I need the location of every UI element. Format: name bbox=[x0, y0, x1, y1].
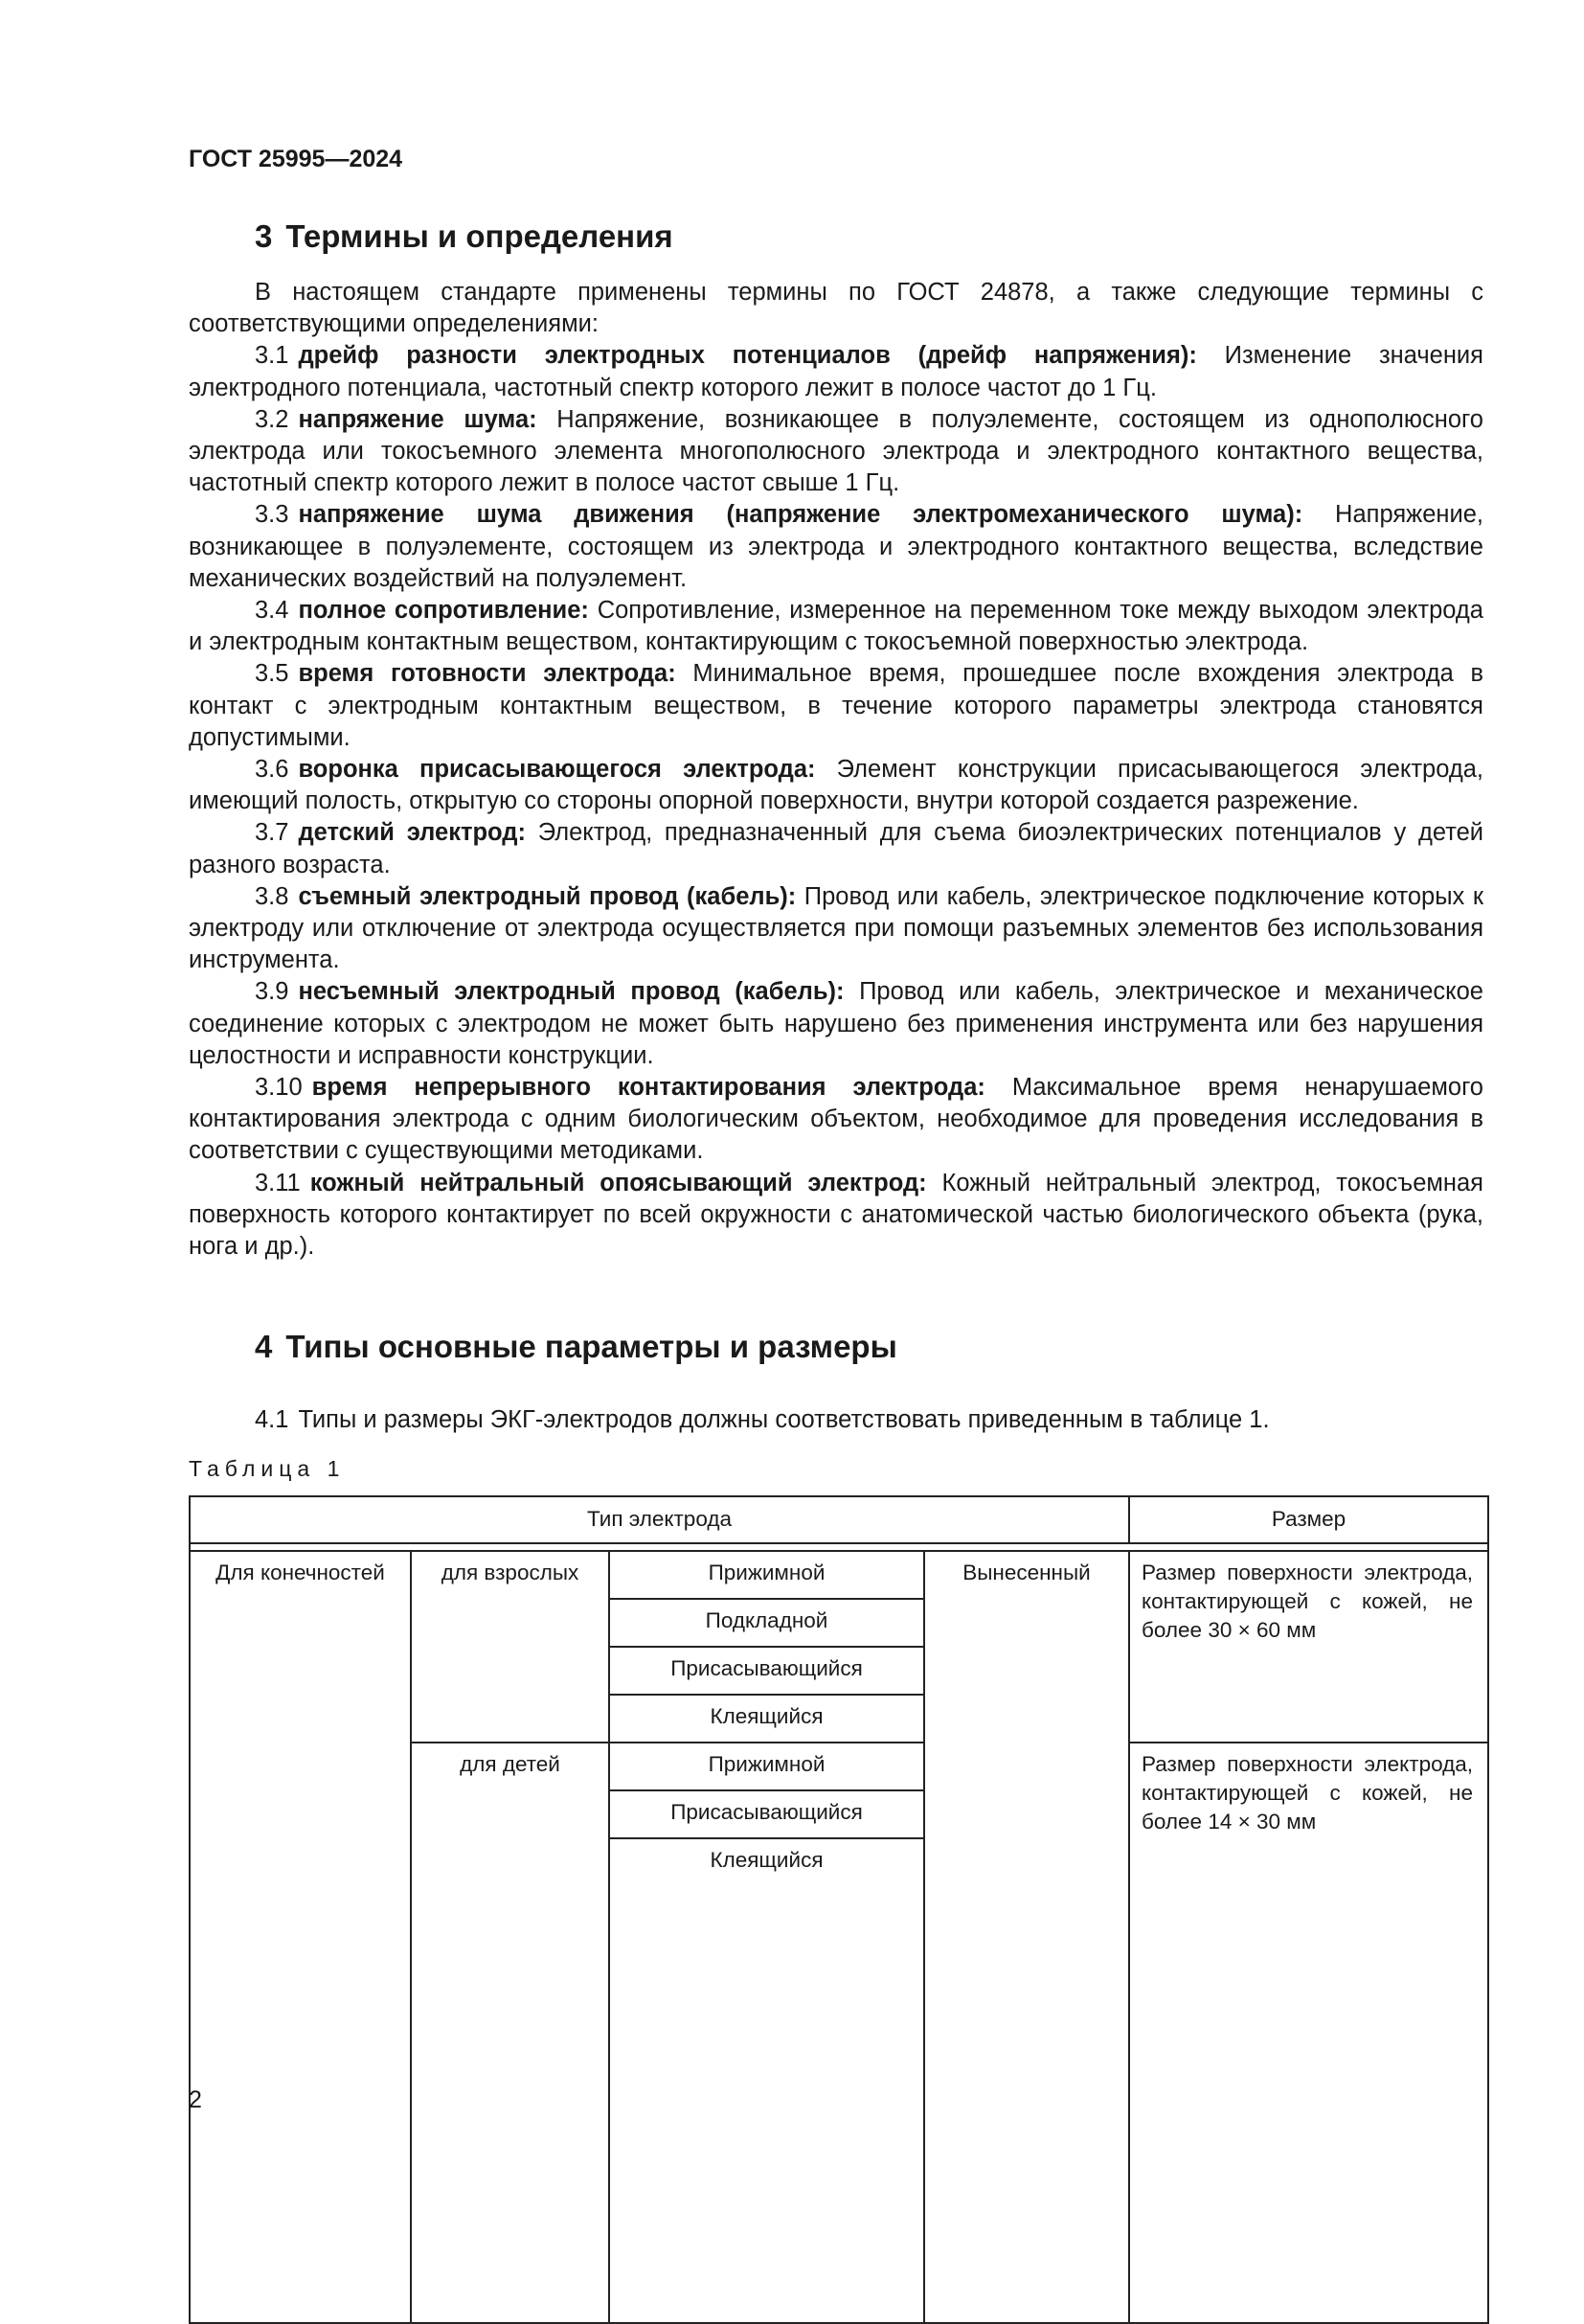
term-name: напряжение шума движения (напряжение электромеханического шума): bbox=[298, 501, 1303, 529]
electrode-type-cell: Прижимной bbox=[708, 1752, 826, 1776]
electrode-type-cell: Клеящийся bbox=[710, 1704, 824, 1728]
child-size-cell: Размер поверхности электрода, контактирующей с кожей, не более 14 × 30 мм bbox=[1142, 1752, 1473, 1834]
term-definition: Элемент конструкции присасывающегося электрода, имеющий полость, открытую со стороны опорной поверхности, внутри которой создается разрежение. bbox=[189, 756, 1483, 815]
section-title: Термины и определения bbox=[285, 218, 673, 254]
paragraph-number: 4.1 bbox=[255, 1406, 289, 1433]
term-name: время готовности электрода: bbox=[298, 660, 676, 688]
term-item bbox=[189, 817, 1483, 880]
term-item bbox=[189, 1168, 1483, 1264]
term-definition: Электрод, предназначенный для съема биоэлектрических потенциалов у детей разного возраста. bbox=[189, 819, 1484, 878]
term-number: 3.3 bbox=[255, 501, 289, 529]
term-item bbox=[189, 340, 1483, 403]
term-number: 3.5 bbox=[255, 660, 289, 688]
term-name: съемный электродный провод (кабель): bbox=[298, 882, 797, 910]
section-4-heading bbox=[255, 1329, 897, 1365]
adult-size-cell: Размер поверхности электрода, контактирующей с кожей, не более 30 × 60 мм bbox=[1142, 1561, 1473, 1642]
term-definition: Максимальное время ненарушаемого контактирования электрода с одним биологическим объектом, необходимое для проведения исследования в соответствии с существующими методиками. bbox=[189, 1074, 1483, 1165]
electrode-type-cell: Подкладной bbox=[705, 1608, 828, 1632]
section-4-paragraph bbox=[255, 1404, 1270, 1436]
page-number: 2 bbox=[189, 2086, 202, 2113]
term-item bbox=[189, 881, 1483, 977]
term-number: 3.10 bbox=[255, 1074, 303, 1102]
term-item bbox=[189, 1072, 1483, 1168]
term-number: 3.1 bbox=[255, 342, 289, 370]
term-name: кожный нейтральный опоясывающий электрод: bbox=[309, 1169, 927, 1196]
terms-list bbox=[189, 277, 1483, 1263]
term-name: полное сопротивление: bbox=[298, 597, 589, 625]
section-number: 3 bbox=[255, 218, 273, 254]
category-cell: Для конечностей bbox=[215, 1561, 385, 1584]
paragraph-text: Типы и размеры ЭКГ-электродов должны соответствовать приведенным в таблице 1. bbox=[298, 1406, 1270, 1433]
term-definition: Минимальное время, прошедшее после вхождения электрода в контакт с электродным контактным веществом, в течение которого параметры электрода становятся допустимыми. bbox=[189, 660, 1483, 751]
term-definition: Изменение значения электродного потенциала, частотный спектр которого лежит в полосе частот до 1 Гц. bbox=[189, 342, 1483, 401]
term-definition: Напряжение, возникающее в полуэлементе, состоящем из однополюсного электрода или токосъемного элемента многополюсного электрода и электродного контактного вещества, частотный спектр которого лежит в полосе частот свыше 1 Гц. bbox=[189, 405, 1483, 497]
term-item bbox=[189, 499, 1483, 595]
term-number: 3.4 bbox=[255, 597, 289, 625]
term-name: воронка присасывающегося электрода: bbox=[298, 756, 816, 784]
term-number: 3.11 bbox=[255, 1169, 301, 1196]
placement-cell: Вынесенный bbox=[962, 1561, 1091, 1584]
term-number: 3.7 bbox=[255, 819, 289, 847]
adults-cell: для взрослых bbox=[441, 1561, 579, 1584]
section-intro: В настоящем стандарте применены термины по ГОСТ 24878, а также следующие термины с соответствующими определениями: bbox=[189, 279, 1483, 338]
electrode-types-table bbox=[189, 1495, 1489, 2324]
term-number: 3.2 bbox=[255, 405, 289, 433]
header-size: Размер bbox=[1271, 1507, 1346, 1531]
term-name: дрейф разности электродных потенциалов (дрейф напряжения): bbox=[298, 342, 1197, 370]
term-item bbox=[189, 595, 1483, 658]
term-definition: Сопротивление, измеренное на переменном токе между выходом электрода и электродным контактным веществом, контактирующим с токосъемной поверхностью электрода. bbox=[189, 597, 1483, 656]
electrode-type-cell: Присасывающийся bbox=[670, 1800, 863, 1824]
term-item bbox=[189, 658, 1483, 754]
table-caption: Таблица 1 bbox=[189, 1456, 346, 1481]
term-name: напряжение шума: bbox=[298, 405, 537, 433]
term-name: детский электрод: bbox=[298, 819, 526, 847]
section-title: Типы основные параметры и размеры bbox=[285, 1329, 897, 1364]
term-definition: Кожный нейтральный электрод, токосъемная поверхность которого контактирует по всей окружности с анатомической частью биологического объекта (рука, нога и др.). bbox=[189, 1169, 1483, 1261]
term-number: 3.8 bbox=[255, 882, 289, 910]
document-code: ГОСТ 25995—2024 bbox=[189, 146, 403, 172]
term-definition: Провод или кабель, электрическое и механическое соединение которых с электродом не может быть нарушено без применения инструмента или без нарушения целостности и исправности конструкции. bbox=[189, 978, 1483, 1069]
term-name: несъемный электродный провод (кабель): bbox=[298, 978, 845, 1006]
term-item bbox=[189, 976, 1483, 1072]
electrode-type-cell: Клеящийся bbox=[710, 1848, 824, 1872]
term-name: время непрерывного контактирования электрода: bbox=[311, 1074, 985, 1102]
children-cell: для детей bbox=[460, 1752, 560, 1776]
term-number: 3.9 bbox=[255, 978, 289, 1006]
term-definition: Провод или кабель, электрическое подключение которых к электроду или отключение от электрода осуществляется при помощи разъемных элементов без использования инструмента. bbox=[189, 882, 1483, 974]
electrode-type-cell: Присасывающийся bbox=[670, 1656, 863, 1680]
header-type: Тип электрода bbox=[587, 1507, 732, 1531]
term-number: 3.6 bbox=[255, 756, 289, 784]
electrode-type-cell: Прижимной bbox=[708, 1561, 826, 1584]
term-item bbox=[189, 754, 1483, 817]
term-definition: Напряжение, возникающее в полуэлементе, состоящем из электрода и электродного контактного вещества, вследствие механических воздействий на полуэлемент. bbox=[189, 501, 1483, 592]
section-number: 4 bbox=[255, 1329, 273, 1364]
section-3-heading bbox=[255, 218, 673, 255]
term-item bbox=[189, 404, 1483, 500]
